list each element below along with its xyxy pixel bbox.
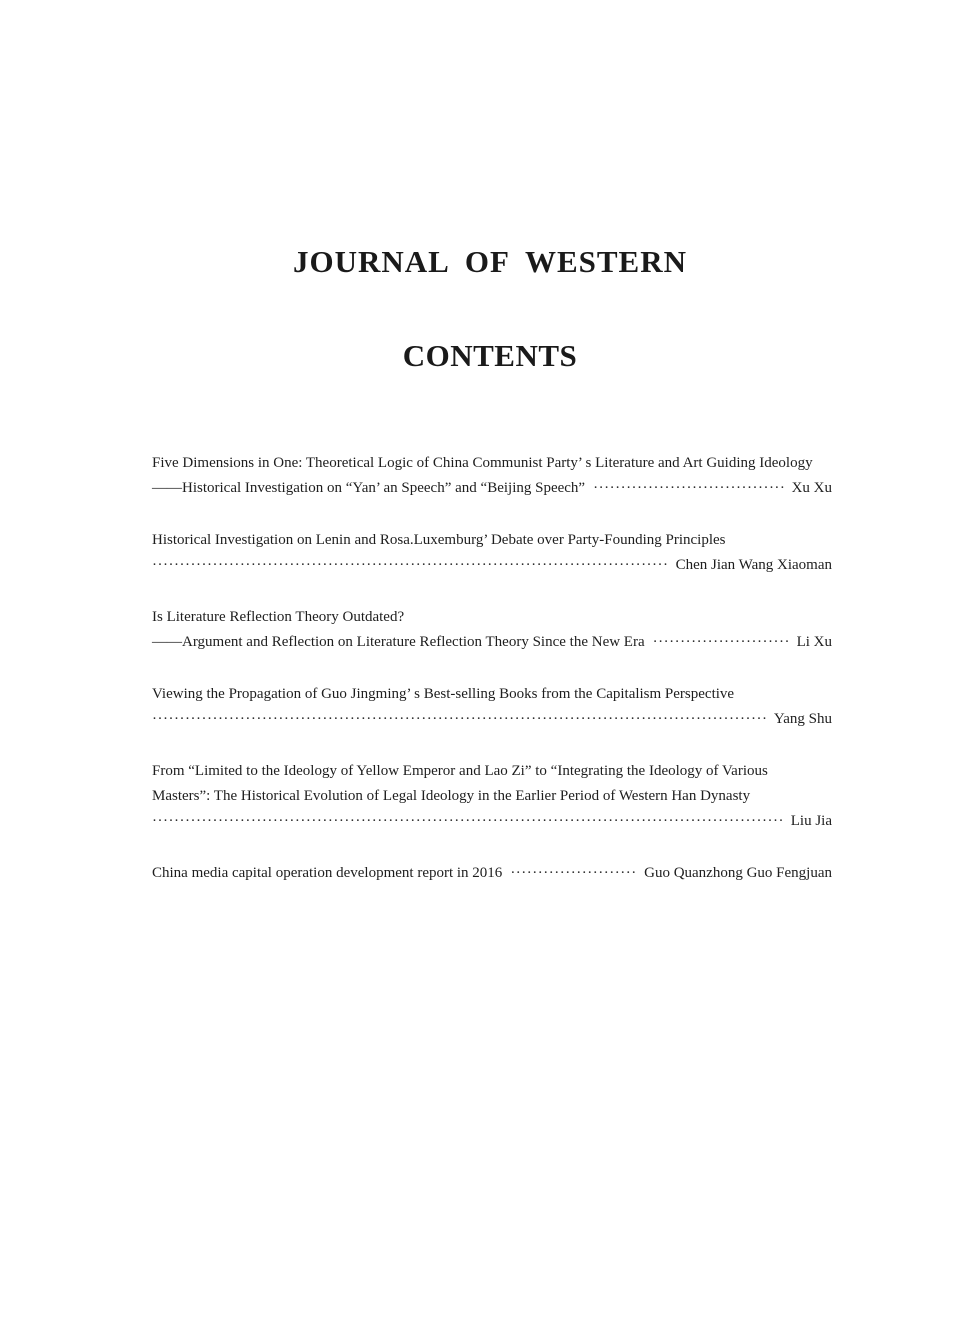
contents-heading: CONTENTS bbox=[402, 338, 578, 373]
entry-subtitle-line bbox=[152, 861, 832, 886]
dot-leader bbox=[593, 476, 785, 501]
toc-entry[interactable] bbox=[152, 682, 868, 732]
entry-subtitle: ——Argument and Reflection on Literature Reflection Theory Since the New Era bbox=[152, 634, 645, 650]
entry-subtitle-line bbox=[152, 553, 832, 578]
entry-author: Chen Jian Wang Xiaoman bbox=[675, 557, 832, 573]
entry-title: Is Literature Reflection Theory Outdated? bbox=[152, 609, 405, 625]
dot-leader bbox=[152, 707, 768, 732]
entry-subtitle-line bbox=[152, 476, 832, 501]
entry-title: China media capital operation development report in 2016 bbox=[152, 865, 503, 881]
toc-entry[interactable] bbox=[152, 605, 868, 655]
entry-author: Liu Jia bbox=[790, 813, 832, 829]
journal-title: JOURNAL OF WESTERN bbox=[292, 244, 687, 279]
entry-subtitle: ——Historical Investigation on “Yan’ an Speech” and “Beijing Speech” bbox=[152, 480, 586, 496]
dot-leader bbox=[152, 809, 785, 834]
entry-title: Five Dimensions in One: Theoretical Logic of China Communist Party’ s Literature and Art Guiding Ideology bbox=[152, 455, 813, 471]
entry-subtitle-line bbox=[152, 809, 832, 834]
dot-leader bbox=[152, 553, 670, 578]
entry-title: From “Limited to the Ideology of Yellow Emperor and Lao Zi” to “Integrating the Ideology of Various bbox=[152, 763, 768, 779]
dot-leader bbox=[653, 630, 791, 655]
entry-author: Guo Quanzhong Guo Fengjuan bbox=[644, 865, 832, 881]
dot-leader bbox=[510, 861, 638, 886]
entry-subtitle-line bbox=[152, 630, 832, 655]
entry-title-continued: Masters”: The Historical Evolution of Legal Ideology in the Earlier Period of Western Han Dynasty bbox=[152, 788, 751, 804]
entry-author: Li Xu bbox=[796, 634, 832, 650]
entry-author: Yang Shu bbox=[773, 711, 832, 727]
toc-entry[interactable] bbox=[152, 528, 868, 578]
entry-title: Viewing the Propagation of Guo Jingming’ s Best-selling Books from the Capitalism Perspective bbox=[152, 686, 735, 702]
entry-title: Historical Investigation on Lenin and Rosa.Luxemburg’ Debate over Party-Founding Principles bbox=[152, 532, 726, 548]
toc-entry[interactable] bbox=[152, 861, 868, 886]
toc-entry[interactable] bbox=[152, 451, 868, 501]
entry-subtitle-line bbox=[152, 707, 832, 732]
table-of-contents bbox=[152, 451, 868, 913]
toc-entry[interactable] bbox=[152, 759, 868, 834]
entry-author: Xu Xu bbox=[791, 480, 832, 496]
